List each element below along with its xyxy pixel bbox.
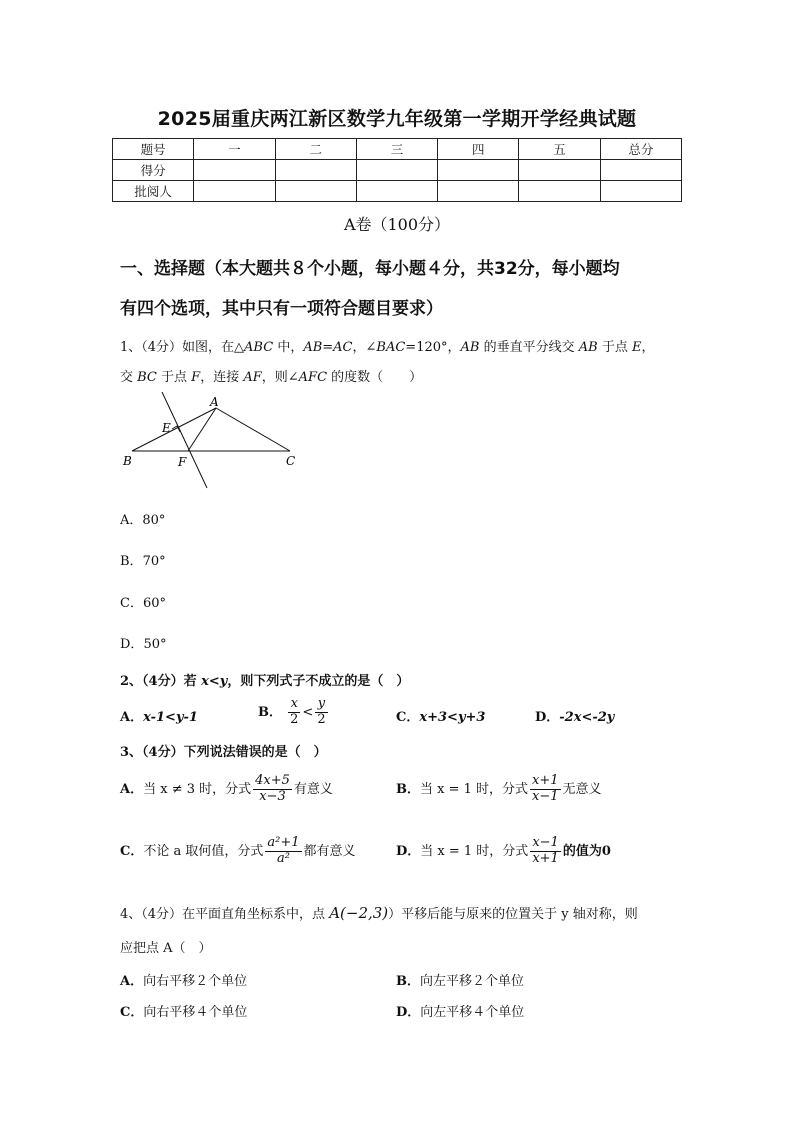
q3-option-b[interactable] [396, 774, 602, 805]
triangle-figure [118, 388, 308, 492]
q4-option-d[interactable] [396, 1001, 524, 1020]
denominator: x+1 [532, 850, 559, 866]
math: AB [578, 340, 598, 355]
numerator: x+1 [532, 773, 559, 788]
option-letter: B． [396, 781, 420, 797]
option-text: 向右平移４个单位 [143, 1005, 248, 1020]
q2-option-d[interactable] [535, 706, 614, 725]
option-letter: B． [396, 974, 420, 989]
q1-option-a[interactable] [120, 509, 165, 528]
q4-option-a[interactable] [120, 970, 247, 989]
text: 于点 [597, 340, 632, 355]
numerator: y [315, 697, 327, 713]
q3-option-c[interactable] [120, 836, 356, 867]
text: ，∠ [352, 340, 377, 355]
segment-ab [132, 408, 216, 451]
fraction [530, 836, 561, 867]
score-table-row [113, 181, 682, 202]
option-letter: D． [396, 1005, 421, 1020]
option-text: 向右平移２个单位 [143, 974, 248, 989]
text: 1、（4分）如图，在 [120, 340, 235, 355]
text: 4、（4分）在平面直角坐标系中，点 [120, 907, 330, 922]
option-letter: C． [396, 710, 420, 725]
option-text: -2x<-2y [559, 710, 615, 725]
segment-af [188, 408, 216, 451]
math: AFC [298, 370, 328, 385]
score-cell[interactable] [356, 181, 437, 202]
score-row-label: 批阅人 [113, 181, 194, 202]
math: AF [243, 370, 262, 385]
text: ，则∠ [261, 370, 299, 385]
option-letter: A． [120, 710, 144, 725]
math: BAC [376, 340, 406, 355]
text: 于点 [156, 370, 192, 385]
score-header-cell: 一 [194, 139, 275, 160]
option-text: 向左平移４个单位 [420, 1005, 525, 1020]
text: 2、（4分）若 [120, 674, 202, 689]
math: E [631, 340, 642, 355]
text: 的值为0 [562, 843, 611, 859]
denominator: 2 [290, 711, 299, 727]
score-header-cell: 五 [519, 139, 600, 160]
score-cell[interactable] [519, 181, 600, 202]
score-cell[interactable] [438, 181, 519, 202]
q3-option-d[interactable] [396, 836, 611, 867]
text: ，连接 [200, 370, 244, 385]
score-header-cell: 四 [438, 139, 519, 160]
fraction [288, 697, 300, 728]
math: A(−2,3) [329, 904, 389, 922]
numerator: x [288, 697, 300, 713]
option-letter: C． [120, 596, 143, 611]
option-letter: A． [120, 781, 144, 797]
text: 中， [273, 340, 304, 355]
score-header-cell: 三 [356, 139, 437, 160]
fraction [530, 774, 561, 805]
text: 的垂直平分线交 [479, 340, 579, 355]
option-letter: D． [535, 710, 560, 725]
label-b: B [123, 454, 132, 468]
text: ，则下列式子不成立的是（ ） [227, 674, 410, 689]
option-letter: B． [258, 704, 282, 720]
text: 无意义 [562, 781, 602, 797]
math: x<y [201, 674, 228, 689]
score-row-label: 得分 [113, 160, 194, 181]
fraction [253, 774, 292, 805]
text: ）平移后能与原来的位置关于 y 轴对称，则 [388, 907, 638, 922]
score-cell[interactable] [600, 160, 681, 181]
fraction [265, 836, 301, 867]
section-heading-line1: 一、选择题（本大题共８个小题，每小题４分，共32分，每小题均 [120, 259, 620, 279]
score-cell[interactable] [275, 160, 356, 181]
score-header-cell: 题号 [113, 139, 194, 160]
text: 当 x = 1 时，分式 [420, 781, 529, 797]
math: △ABC [234, 340, 274, 355]
math: BC [137, 370, 157, 385]
label-f: F [178, 455, 187, 469]
numerator: a²+1 [267, 835, 300, 850]
score-cell[interactable] [194, 181, 275, 202]
q2-option-b[interactable] [258, 697, 330, 728]
score-cell[interactable] [356, 160, 437, 181]
option-text: x-1<y-1 [143, 710, 198, 725]
option-text: 向左平移２个单位 [420, 974, 525, 989]
q4-stem-line1 [120, 903, 638, 922]
text: 都有意义 [303, 843, 356, 859]
option-text: 50° [143, 637, 167, 652]
label-e: E [162, 421, 171, 435]
math: F [191, 370, 201, 385]
option-letter: B． [120, 554, 143, 569]
score-cell[interactable] [275, 181, 356, 202]
perpendicular-bisector [162, 392, 207, 488]
math: AB [460, 340, 480, 355]
denominator: 2 [317, 711, 326, 727]
text: 当 x = 1 时，分式 [420, 843, 529, 859]
option-text: 80° [142, 513, 166, 528]
text: =120°， [405, 340, 461, 355]
q2-stem [120, 670, 409, 689]
fraction [315, 697, 327, 728]
label-c: C [286, 454, 296, 468]
section-heading-line2: 有四个选项，其中只有一项符合题目要求） [120, 299, 443, 319]
option-text: x+3<y+3 [419, 710, 486, 725]
q3-option-a[interactable] [120, 774, 333, 805]
q2-option-c[interactable] [396, 706, 485, 725]
segment-ac [216, 408, 290, 451]
denominator: x−3 [259, 788, 286, 804]
option-letter: C． [120, 843, 144, 859]
q1-option-b[interactable] [120, 550, 166, 569]
q3-stem: 3、（4分）下列说法错误的是（ ） [120, 745, 327, 760]
numerator: 4x+5 [255, 773, 290, 788]
q1-stem-line1 [120, 336, 654, 355]
score-cell[interactable] [600, 181, 681, 202]
denominator: x−1 [532, 788, 559, 804]
option-letter: D． [120, 637, 144, 652]
q4-option-c[interactable] [120, 1001, 247, 1020]
score-table-header [113, 139, 682, 160]
q2-option-a[interactable] [120, 706, 198, 725]
text: 不论 a 取何值，分式 [143, 843, 264, 859]
text: 交 [120, 370, 138, 385]
q1-stem-line2 [120, 366, 422, 385]
denominator: a² [276, 850, 290, 866]
option-letter: A． [120, 974, 144, 989]
score-cell[interactable] [194, 160, 275, 181]
option-letter: D． [396, 843, 421, 859]
q1-option-c[interactable] [120, 592, 166, 611]
exam-title: 2025届重庆两江新区数学九年级第一学期开学经典试题 [157, 108, 637, 130]
text: 有意义 [293, 781, 333, 797]
label-a: A [210, 395, 219, 409]
score-table-row [113, 160, 682, 181]
option-text: 60° [142, 596, 166, 611]
text: 当 x ≠ 3 时，分式 [143, 781, 252, 797]
text: 的度数（ ） [327, 370, 423, 385]
option-letter: C． [120, 1005, 144, 1020]
volume-heading: A卷（100分） [343, 215, 451, 234]
score-cell[interactable] [519, 160, 600, 181]
q1-option-d[interactable] [120, 633, 166, 652]
option-text: 70° [142, 554, 166, 569]
numerator: x−1 [532, 835, 559, 850]
q4-stem-line2: 应把点 A（ ） [120, 941, 212, 956]
operator: < [302, 704, 314, 720]
score-header-cell: 总分 [600, 139, 681, 160]
math: AB=AC [303, 340, 353, 355]
q4-option-b[interactable] [396, 970, 524, 989]
option-letter: A． [120, 513, 143, 528]
score-header-cell: 二 [275, 139, 356, 160]
text: ， [641, 340, 655, 355]
score-table [112, 138, 682, 202]
score-cell[interactable] [438, 160, 519, 181]
